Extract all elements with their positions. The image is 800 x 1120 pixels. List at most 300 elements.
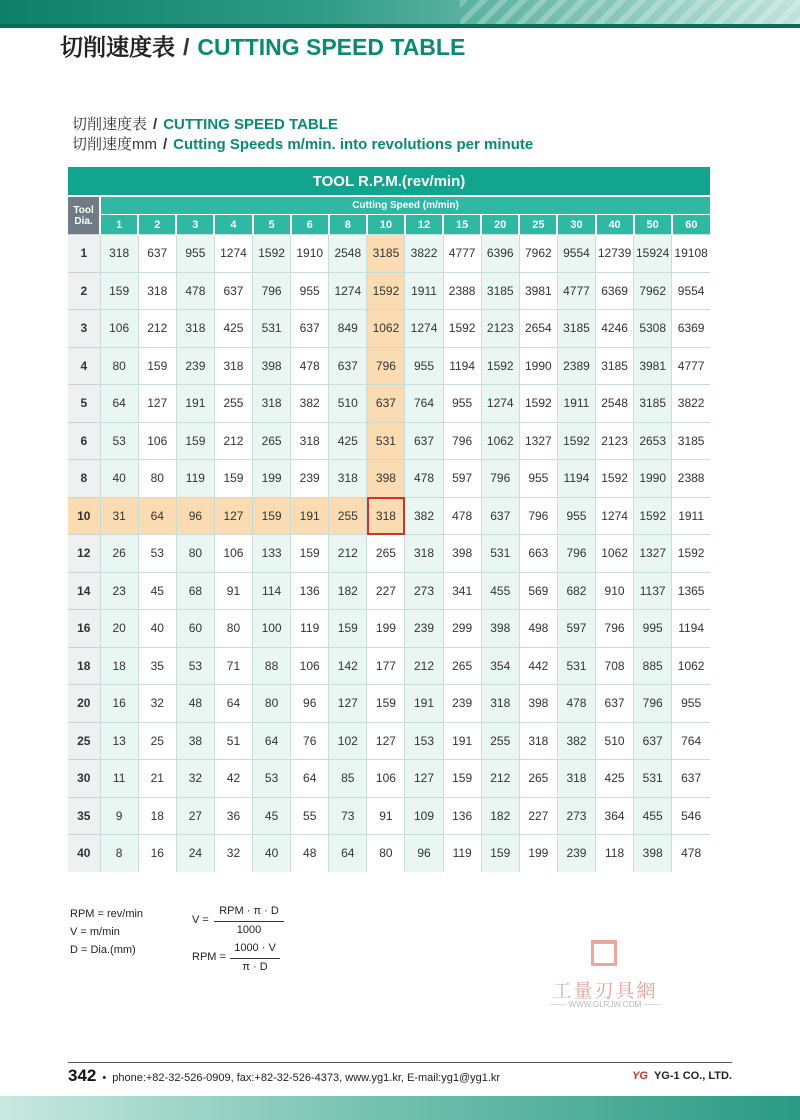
rpm-cell: 796	[481, 460, 519, 498]
rpm-cell: 32	[138, 685, 176, 723]
rpm-cell: 73	[329, 797, 367, 835]
rpm-cell: 955	[405, 347, 443, 385]
rpm-cell: 318	[329, 460, 367, 498]
rpm-cell: 2123	[481, 310, 519, 348]
rpm-cell: 1990	[634, 460, 672, 498]
rpm-cell: 109	[405, 797, 443, 835]
rpm-cell: 531	[481, 535, 519, 573]
speed-header-cell: 8	[329, 215, 367, 235]
rpm-cell: 27	[176, 797, 214, 835]
rpm-cell: 159	[481, 835, 519, 872]
rpm-cell: 255	[329, 497, 367, 535]
rpm-cell: 88	[253, 647, 291, 685]
rpm-cell: 191	[291, 497, 329, 535]
rpm-cell: 68	[176, 572, 214, 610]
rpm-cell: 425	[596, 760, 634, 798]
rpm-cell: 6396	[481, 235, 519, 273]
rpm-cell: 1911	[557, 385, 595, 423]
table-row	[68, 572, 710, 610]
rpm-cell: 1062	[367, 310, 405, 348]
rpm-cell: 498	[519, 610, 557, 648]
company-logo	[632, 1066, 732, 1086]
rpm-cell: 955	[557, 497, 595, 535]
rpm-cell: 106	[214, 535, 252, 573]
rpm-cell: 637	[596, 685, 634, 723]
rpm-cell: 1592	[367, 272, 405, 310]
rpm-cell: 478	[557, 685, 595, 723]
rpm-cell: 318	[557, 760, 595, 798]
rpm-cell: 24	[176, 835, 214, 872]
rpm-cell: 318	[291, 422, 329, 460]
selected-rpm-cell: 318	[367, 497, 405, 535]
rpm-cell: 11	[100, 760, 138, 798]
rpm-cell: 53	[138, 535, 176, 573]
rpm-cell: 127	[138, 385, 176, 423]
formula-velocity-denominator: 1000	[236, 924, 262, 936]
table-row	[68, 347, 710, 385]
rpm-cell: 455	[634, 797, 672, 835]
footer	[68, 1066, 732, 1086]
rpm-cell: 182	[481, 797, 519, 835]
watermark-url: —— WWW.GLRJW.COM ——	[550, 1000, 660, 1009]
rpm-cell: 3185	[596, 347, 634, 385]
rpm-cell: 182	[329, 572, 367, 610]
tool-dia-header	[68, 196, 100, 235]
rpm-cell: 3822	[672, 385, 710, 423]
rpm-cell: 273	[557, 797, 595, 835]
rpm-cell: 273	[405, 572, 443, 610]
rpm-cell: 1274	[405, 310, 443, 348]
formula-velocity-bar	[214, 921, 284, 922]
rpm-cell: 4246	[596, 310, 634, 348]
rpm-cell: 637	[405, 422, 443, 460]
rpm-cell: 91	[214, 572, 252, 610]
page-title	[60, 32, 465, 62]
rpm-cell: 1062	[481, 422, 519, 460]
rpm-cell: 442	[519, 647, 557, 685]
rpm-cell: 1327	[634, 535, 672, 573]
rpm-cell: 106	[367, 760, 405, 798]
rpm-cell: 16	[138, 835, 176, 872]
rpm-cell: 531	[557, 647, 595, 685]
rpm-cell: 382	[405, 497, 443, 535]
rpm-cell: 1274	[214, 235, 252, 273]
rpm-cell: 637	[634, 722, 672, 760]
rpm-cell: 1911	[672, 497, 710, 535]
rpm-cell: 191	[405, 685, 443, 723]
rpm-cell: 212	[405, 647, 443, 685]
rpm-cell: 796	[253, 272, 291, 310]
legend-d: D = Dia.(mm)	[70, 944, 136, 956]
rpm-cell: 136	[443, 797, 481, 835]
tool-dia-cell: 8	[68, 460, 100, 498]
tool-dia-cell: 3	[68, 310, 100, 348]
rpm-cell: 64	[253, 722, 291, 760]
table-row	[68, 647, 710, 685]
tool-dia-cell: 18	[68, 647, 100, 685]
table-row	[68, 497, 710, 535]
table-row	[68, 797, 710, 835]
rpm-cell: 53	[176, 647, 214, 685]
rpm-cell: 1592	[481, 347, 519, 385]
subtitle-2-en: Cutting Speeds m/min. into revolutions per minute	[173, 136, 534, 153]
rpm-cell: 25	[138, 722, 176, 760]
rpm-cell: 239	[405, 610, 443, 648]
rpm-cell: 191	[443, 722, 481, 760]
rpm-cell: 53	[100, 422, 138, 460]
rpm-cell: 127	[367, 722, 405, 760]
rpm-cell: 4777	[443, 235, 481, 273]
rpm-cell: 12739	[596, 235, 634, 273]
rpm-cell: 55	[291, 797, 329, 835]
tool-dia-cell: 16	[68, 610, 100, 648]
rpm-cell: 955	[672, 685, 710, 723]
rpm-cell: 663	[519, 535, 557, 573]
subtitle-1-en: CUTTING SPEED TABLE	[163, 116, 338, 133]
legend-rpm: RPM = rev/min	[70, 908, 144, 920]
rpm-cell: 119	[291, 610, 329, 648]
formula-rpm-denominator: π · D	[242, 961, 268, 973]
rpm-cell: 7962	[634, 272, 672, 310]
table-row	[68, 422, 710, 460]
rpm-cell: 849	[329, 310, 367, 348]
rpm-cell: 9	[100, 797, 138, 835]
speed-header-cell: 20	[481, 215, 519, 235]
rpm-cell: 1365	[672, 572, 710, 610]
rpm-cell: 510	[596, 722, 634, 760]
table-row	[68, 235, 710, 273]
formula-rpm-label: RPM =	[192, 951, 226, 963]
rpm-cell: 177	[367, 647, 405, 685]
speed-header-cell: 40	[596, 215, 634, 235]
rpm-cell: 478	[176, 272, 214, 310]
rpm-cell: 35	[138, 647, 176, 685]
company-name: YG-1 CO., LTD.	[653, 1070, 732, 1082]
speed-header-cell: 2	[138, 215, 176, 235]
rpm-cell: 239	[557, 835, 595, 872]
rpm-cell: 637	[138, 235, 176, 273]
rpm-cell: 637	[481, 497, 519, 535]
rpm-cell: 159	[253, 497, 291, 535]
rpm-cell: 191	[176, 385, 214, 423]
rpm-cell: 796	[367, 347, 405, 385]
rpm-cell: 2653	[634, 422, 672, 460]
rpm-cell: 239	[443, 685, 481, 723]
rpm-cell: 1194	[557, 460, 595, 498]
rpm-cell: 265	[253, 422, 291, 460]
formula-velocity-label: V =	[192, 914, 209, 926]
rpm-cell: 318	[100, 235, 138, 273]
rpm-cell: 13	[100, 722, 138, 760]
rpm-cell: 199	[519, 835, 557, 872]
rpm-cell: 478	[405, 460, 443, 498]
rpm-cell: 265	[367, 535, 405, 573]
rpm-cell: 9554	[672, 272, 710, 310]
rpm-cell: 318	[176, 310, 214, 348]
rpm-cell: 3981	[519, 272, 557, 310]
rpm-cell: 1274	[329, 272, 367, 310]
rpm-cell: 341	[443, 572, 481, 610]
tool-dia-cell: 5	[68, 385, 100, 423]
rpm-cell: 16	[100, 685, 138, 723]
rpm-cell: 96	[291, 685, 329, 723]
rpm-cell: 318	[253, 385, 291, 423]
rpm-cell: 1592	[672, 535, 710, 573]
rpm-cell: 2123	[596, 422, 634, 460]
rpm-cell: 53	[253, 760, 291, 798]
rpm-cell: 4777	[672, 347, 710, 385]
rpm-cell: 31	[100, 497, 138, 535]
rpm-cell: 3185	[367, 235, 405, 273]
rpm-cell: 153	[405, 722, 443, 760]
watermark-text: 工量刃具網	[552, 981, 658, 1002]
rpm-cell: 80	[176, 535, 214, 573]
rpm-cell: 796	[519, 497, 557, 535]
rpm-cell: 425	[329, 422, 367, 460]
rpm-cell: 42	[214, 760, 252, 798]
rpm-cell: 40	[138, 610, 176, 648]
rpm-cell: 255	[481, 722, 519, 760]
rpm-cell: 255	[214, 385, 252, 423]
speed-header-cell: 10	[367, 215, 405, 235]
rpm-cell: 531	[253, 310, 291, 348]
rpm-cell: 265	[443, 647, 481, 685]
rpm-cell: 159	[214, 460, 252, 498]
rpm-cell: 159	[100, 272, 138, 310]
rpm-cell: 159	[329, 610, 367, 648]
rpm-cell: 478	[672, 835, 710, 872]
rpm-cell: 1592	[253, 235, 291, 273]
table-title: TOOL R.P.M.(rev/min)	[68, 167, 710, 196]
rpm-cell: 4777	[557, 272, 595, 310]
table-row	[68, 385, 710, 423]
rpm-cell: 212	[138, 310, 176, 348]
rpm-cell: 2388	[672, 460, 710, 498]
formula-rpm	[192, 942, 292, 976]
rpm-cell: 318	[214, 347, 252, 385]
tool-dia-cell: 40	[68, 835, 100, 872]
rpm-cell: 1062	[596, 535, 634, 573]
rpm-cell: 637	[672, 760, 710, 798]
rpm-cell: 318	[405, 535, 443, 573]
speed-header-row	[68, 215, 710, 235]
rpm-cell: 119	[176, 460, 214, 498]
formula-rpm-numerator: 1000 · V	[234, 942, 276, 954]
rpm-cell: 133	[253, 535, 291, 573]
rpm-cell: 382	[557, 722, 595, 760]
rpm-cell: 38	[176, 722, 214, 760]
tool-dia-cell: 12	[68, 535, 100, 573]
rpm-cell: 80	[138, 460, 176, 498]
rpm-cell: 995	[634, 610, 672, 648]
subtitle-1-separator: /	[153, 116, 158, 133]
rpm-cell: 26	[100, 535, 138, 573]
rpm-cell: 8	[100, 835, 138, 872]
rpm-cell: 51	[214, 722, 252, 760]
rpm-cell: 106	[291, 647, 329, 685]
tool-dia-cell: 2	[68, 272, 100, 310]
rpm-cell: 114	[253, 572, 291, 610]
subtitle-1	[72, 113, 338, 134]
rpm-cell: 955	[519, 460, 557, 498]
speed-header-cell: 15	[443, 215, 481, 235]
formula-rpm-bar	[230, 958, 280, 959]
band-stripe	[0, 24, 800, 28]
subtitle-1-zh: 切削速度表	[72, 116, 148, 133]
rpm-cell: 40	[100, 460, 138, 498]
rpm-cell: 80	[100, 347, 138, 385]
tool-dia-header-line1: Tool	[73, 204, 94, 216]
rpm-cell: 364	[596, 797, 634, 835]
tool-dia-cell: 35	[68, 797, 100, 835]
rpm-cell: 531	[634, 760, 672, 798]
rpm-cell: 7962	[519, 235, 557, 273]
rpm-cell: 3822	[405, 235, 443, 273]
formula-velocity-numerator: RPM · π · D	[219, 905, 279, 917]
rpm-cell: 546	[672, 797, 710, 835]
rpm-cell: 32	[176, 760, 214, 798]
rpm-cell: 100	[253, 610, 291, 648]
rpm-cell: 2548	[596, 385, 634, 423]
rpm-cell: 764	[405, 385, 443, 423]
rpm-cell: 159	[291, 535, 329, 573]
rpm-cell: 64	[291, 760, 329, 798]
tool-dia-cell: 30	[68, 760, 100, 798]
rpm-cell: 637	[214, 272, 252, 310]
rpm-cell: 796	[596, 610, 634, 648]
rpm-cell: 1194	[443, 347, 481, 385]
rpm-cell: 637	[367, 385, 405, 423]
rpm-cell: 478	[291, 347, 329, 385]
rpm-cell: 21	[138, 760, 176, 798]
tool-dia-header-line2: Dia.	[74, 215, 93, 227]
rpm-cell: 106	[138, 422, 176, 460]
rpm-cell: 796	[634, 685, 672, 723]
table-row	[68, 685, 710, 723]
rpm-cell: 569	[519, 572, 557, 610]
rpm-cell: 142	[329, 647, 367, 685]
legend	[70, 905, 143, 959]
rpm-cell: 36	[214, 797, 252, 835]
rpm-cell: 910	[596, 572, 634, 610]
rpm-cell: 119	[443, 835, 481, 872]
rpm-cell: 227	[367, 572, 405, 610]
tool-dia-cell: 6	[68, 422, 100, 460]
top-decorative-band	[0, 0, 800, 28]
rpm-cell: 159	[367, 685, 405, 723]
table-row	[68, 835, 710, 872]
rpm-cell: 478	[443, 497, 481, 535]
rpm-cell: 64	[100, 385, 138, 423]
rpm-cell: 239	[176, 347, 214, 385]
cutting-speed-table	[68, 167, 710, 872]
rpm-cell: 398	[634, 835, 672, 872]
rpm-cell: 71	[214, 647, 252, 685]
rpm-cell: 318	[519, 722, 557, 760]
page-number: 342	[68, 1066, 97, 1085]
table-body	[68, 235, 710, 872]
speed-header-cell: 60	[672, 215, 710, 235]
page-title-en: CUTTING SPEED TABLE	[197, 34, 466, 60]
rpm-cell: 64	[214, 685, 252, 723]
rpm-cell: 1062	[672, 647, 710, 685]
rpm-cell: 19108	[672, 235, 710, 273]
table-row	[68, 535, 710, 573]
rpm-cell: 796	[557, 535, 595, 573]
tool-dia-cell: 14	[68, 572, 100, 610]
speed-header-cell: 4	[214, 215, 252, 235]
rpm-cell: 102	[329, 722, 367, 760]
rpm-cell: 299	[443, 610, 481, 648]
subtitle-2-zh: 切削速度mm	[72, 136, 157, 153]
table-row	[68, 272, 710, 310]
rpm-cell: 398	[367, 460, 405, 498]
rpm-cell: 1327	[519, 422, 557, 460]
rpm-cell: 212	[214, 422, 252, 460]
rpm-cell: 3185	[557, 310, 595, 348]
rpm-cell: 60	[176, 610, 214, 648]
rpm-cell: 1592	[443, 310, 481, 348]
rpm-cell: 3185	[634, 385, 672, 423]
rpm-cell: 764	[672, 722, 710, 760]
speed-header-cell: 25	[519, 215, 557, 235]
rpm-cell: 6369	[596, 272, 634, 310]
rpm-cell: 159	[176, 422, 214, 460]
rpm-cell: 159	[443, 760, 481, 798]
rpm-cell: 398	[443, 535, 481, 573]
rpm-cell: 398	[519, 685, 557, 723]
rpm-cell: 227	[519, 797, 557, 835]
rpm-cell: 1592	[596, 460, 634, 498]
rpm-cell: 597	[443, 460, 481, 498]
rpm-cell: 6369	[672, 310, 710, 348]
rpm-cell: 76	[291, 722, 329, 760]
rpm-cell: 18	[100, 647, 138, 685]
page-title-zh: 切削速度表	[60, 34, 175, 60]
rpm-cell: 1592	[557, 422, 595, 460]
rpm-cell: 127	[329, 685, 367, 723]
rpm-cell: 80	[253, 685, 291, 723]
speed-header-cell: 30	[557, 215, 595, 235]
rpm-cell: 127	[214, 497, 252, 535]
rpm-cell: 265	[519, 760, 557, 798]
rpm-cell: 127	[405, 760, 443, 798]
rpm-cell: 398	[253, 347, 291, 385]
speed-header-cell: 5	[253, 215, 291, 235]
rpm-cell: 682	[557, 572, 595, 610]
rpm-cell: 96	[405, 835, 443, 872]
table-row	[68, 460, 710, 498]
rpm-cell: 199	[367, 610, 405, 648]
rpm-cell: 1910	[291, 235, 329, 273]
rpm-cell: 15924	[634, 235, 672, 273]
rpm-cell: 159	[138, 347, 176, 385]
rpm-cell: 32	[214, 835, 252, 872]
rpm-cell: 1592	[634, 497, 672, 535]
rpm-cell: 212	[481, 760, 519, 798]
rpm-cell: 3185	[481, 272, 519, 310]
rpm-cell: 85	[329, 760, 367, 798]
rpm-cell: 1274	[596, 497, 634, 535]
watermark-logo-icon	[591, 940, 617, 966]
subtitle-2-separator: /	[163, 136, 168, 153]
bottom-decorative-band	[0, 1096, 800, 1120]
rpm-cell: 45	[138, 572, 176, 610]
rpm-cell: 955	[176, 235, 214, 273]
rpm-cell: 48	[291, 835, 329, 872]
speed-header-cell: 1	[100, 215, 138, 235]
rpm-cell: 597	[557, 610, 595, 648]
